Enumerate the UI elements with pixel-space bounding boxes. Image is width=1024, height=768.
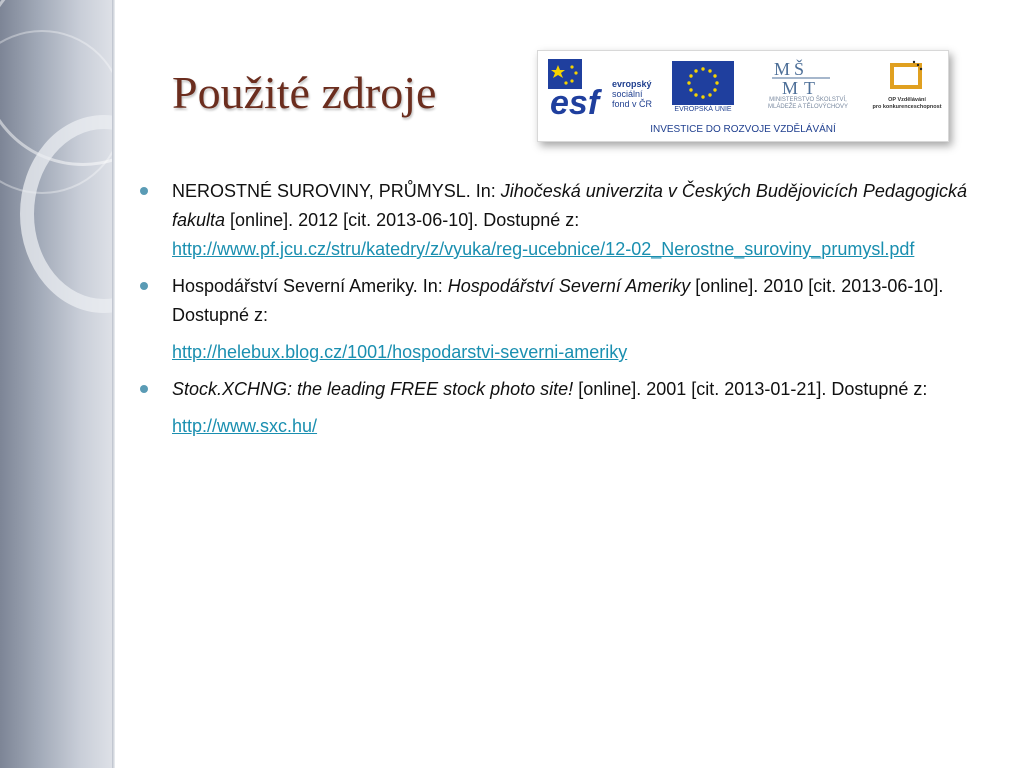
esf-line: sociální (612, 89, 643, 99)
panel-edge (112, 0, 115, 768)
op-text (872, 97, 942, 111)
msmt-logo-icon (772, 57, 832, 97)
msmt-line: MLÁDEŽE A TĚLOVÝCHOVY (768, 104, 848, 110)
esf-line: fond v ČR (612, 99, 653, 109)
msmt-logo (758, 57, 858, 119)
reference-details: [online]. 2010 [cit. 2013-06-10]. Dostupné z: (172, 276, 944, 325)
reference-lead: Hospodářství Severní Ameriky. In: (172, 276, 448, 296)
slide-title: Použité zdroje (172, 67, 437, 118)
reference-link-line (172, 412, 980, 441)
reference-link[interactable]: http://helebux.blog.cz/1001/hospodarstvi-severni-ameriky (172, 342, 628, 362)
reference-link-line (172, 338, 980, 367)
reference-item (140, 272, 980, 367)
svg-text:M: M (774, 59, 791, 79)
banner-caption: INVESTICE DO ROZVOJE VZDĚLÁVÁNÍ (650, 124, 836, 135)
svg-text:T: T (804, 78, 815, 97)
svg-text:Š: Š (794, 59, 805, 79)
op-line: pro konkurenceschopnost (872, 104, 942, 110)
svg-text:M: M (782, 78, 799, 97)
reference-link[interactable]: http://www.sxc.hu/ (172, 416, 318, 436)
reference-source: Stock.XCHNG: the leading FREE stock photo site! (172, 379, 574, 399)
eu-logo (668, 61, 736, 117)
bullet-icon (140, 282, 148, 290)
reference-source: Jihočeská univerzita v Českých Budějovicích Pedagogická fakulta (172, 181, 967, 230)
esf-line: evropský (612, 79, 652, 89)
reference-item (140, 177, 980, 264)
esf-logo-text (612, 79, 652, 109)
op-line: OP Vzdělávání (888, 97, 926, 103)
reference-source: Hospodářství Severní Ameriky (447, 276, 691, 296)
op-logo-icon (886, 59, 926, 95)
logo-row (538, 57, 948, 117)
decorative-side-panel (0, 0, 115, 768)
bullet-icon (140, 385, 148, 393)
reference-details: [online]. 2012 [cit. 2013-06-10]. Dostupné z: (225, 210, 580, 230)
eu-label: EVROPSKÁ UNIE (674, 106, 732, 113)
esf-logo-icon (548, 59, 610, 117)
bullet-icon (140, 187, 148, 195)
eu-flag-icon (672, 61, 734, 105)
reference-link[interactable]: http://www.pf.jcu.cz/stru/katedry/z/vyuka/reg-ucebnice/12-02_Nerostne_suroviny_prumysl.pdf (172, 239, 915, 259)
reference-details: [online]. 2001 [cit. 2013-01-21]. Dostupné z: (573, 379, 928, 399)
reference-item (140, 375, 980, 441)
svg-text:esf: esf (550, 84, 600, 117)
op-logo (872, 59, 942, 119)
funding-logo-banner (537, 50, 949, 142)
esf-logo (548, 59, 656, 117)
msmt-line: MINISTERSTVO ŠKOLSTVÍ, (769, 97, 847, 103)
reference-list (140, 177, 980, 449)
msmt-text (758, 97, 858, 111)
reference-lead: NEROSTNÉ SUROVINY, PRŮMYSL. In: (172, 181, 501, 201)
